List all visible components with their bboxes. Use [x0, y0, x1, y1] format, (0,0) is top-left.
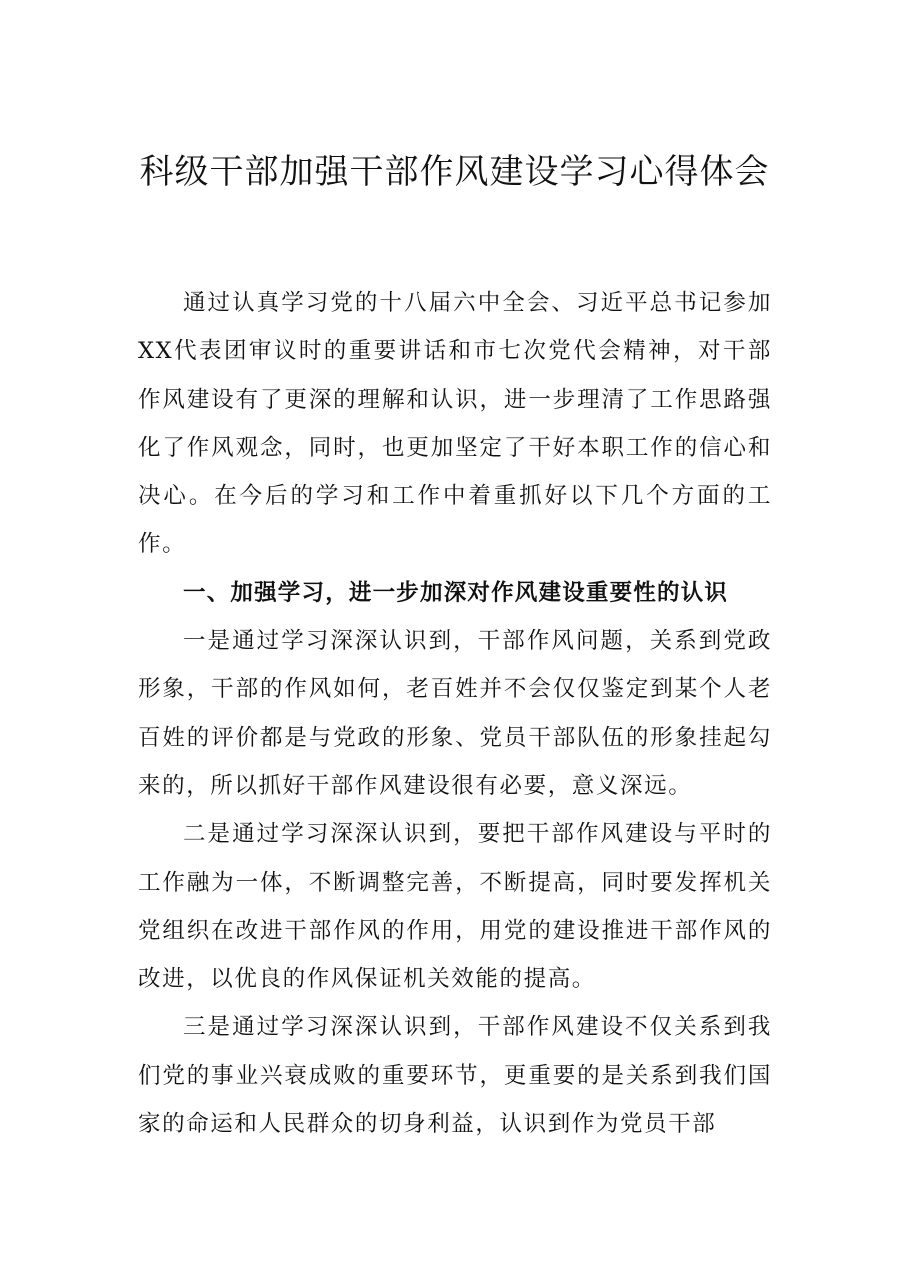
section-paragraph-1: 一是通过学习深深认识到，干部作风问题，关系到党政形象，干部的作风如何，老百姓并不会仅仅鉴定到某个人老百姓的评价都是与党政的形象、党员干部队伍的形象挂起勾来的，所以抓好干部作风建设很有必要，意义深远。 [138, 628, 772, 799]
intro-paragraph: 通过认真学习党的十八届六中全会、习近平总书记参加XX代表团审议时的重要讲话和市七次党代会精神，对干部作风建设有了更深的理解和认识，进一步理清了工作思路强化了作风观念，同时，也更加坚定了干好本职工作的信心和决心。在今后的学习和工作中着重抓好以下几个方面的工作。 [138, 290, 772, 558]
document-body [138, 279, 772, 1148]
section-heading: 一、加强学习，进一步加深对作风建设重要性的认识 [183, 579, 729, 606]
section-paragraph-3: 三是通过学习深深认识到，干部作风建设不仅关系到我们党的事业兴衰成败的重要环节，更重要的是关系到我们国家的命运和人民群众的切身利益，认识到作为党员干部 [138, 1014, 772, 1138]
section-paragraph-2: 二是通过学习深深认识到，要把干部作风建设与平时的工作融为一体，不断调整完善，不断提高，同时要发挥机关党组织在改进干部作风的作用，用党的建设推进干部作风的改进，以优良的作风保证机关效能的提高。 [138, 821, 772, 993]
document-title: 科级干部加强干部作风建设学习心得体会 [139, 152, 770, 192]
